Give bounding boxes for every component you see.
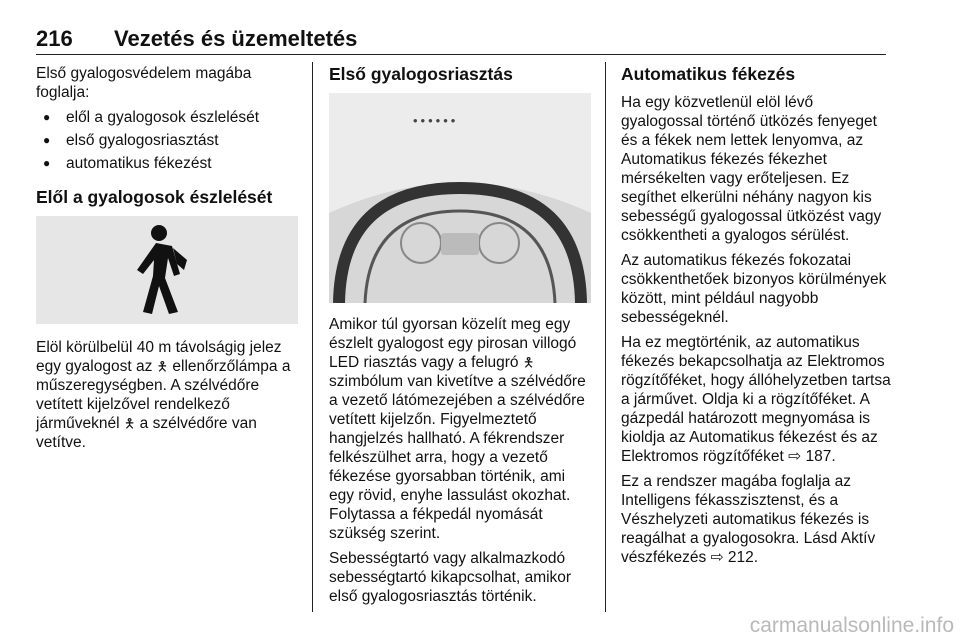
section-heading: Elől a gyalogosok észlelését bbox=[36, 187, 273, 207]
feature-list bbox=[36, 108, 298, 173]
steering-wheel-illustration bbox=[329, 93, 591, 303]
paragraph: Ha egy közvetlenül elöl lévő gyalogossal történő ütközés fenyeget és a fékek nem lettek lenyomva, az Automatikus fékezés fékezhet mérsékelten vagy erőteljesen. Ez segíthet elkerülni néhány nagyon kis sebességű gyalogossal ütközést vagy csökkentheti a gyalogos sérülést. bbox=[621, 94, 882, 244]
column-divider bbox=[605, 62, 606, 612]
pedestrian-symbol-icon: 🯅 bbox=[156, 359, 169, 374]
page-header bbox=[36, 24, 886, 55]
paragraph-text: Ez a rendszer magába foglalja az Intelligens fékasszisztenst, és a Vészhelyzeti automatikus fékezés is reagálhat a gyalogosokra. Lásd Aktív vészfékezés bbox=[621, 473, 876, 566]
paragraph bbox=[329, 315, 591, 543]
column-divider bbox=[312, 62, 313, 612]
paragraph-text: Amikor túl gyorsan közelít meg egy észlelt gyalogost egy pirosan villogó LED riasztás vagy a felugró bbox=[329, 316, 577, 371]
watermark: carmanualsonline.info bbox=[749, 614, 954, 637]
paragraph: Az automatikus fékezés fokozatai csökkenthetőek bizonyos körülmények között, mint például nagyobb sebességeknél. bbox=[621, 252, 887, 326]
paragraph-text: Ha ez megtörténik, az automatikus fékezés bekapcsolhatja az Elektromos rögzítőféket, hogy állóhelyzetben tartsa a járművet. Oldja ki a rögzítőféket. A gázpedál határozott megnyomása is kioldja az Automatikus fékezést és az Elektromos rögzítőféket bbox=[621, 334, 891, 465]
page-reference-arrow-icon: ⇨ bbox=[710, 549, 724, 566]
page-number: 216 bbox=[36, 26, 73, 51]
column-2 bbox=[329, 64, 591, 612]
paragraph bbox=[621, 472, 891, 567]
pedestrian-symbol-icon: 🯅 bbox=[123, 416, 136, 431]
section-heading: Első gyalogosriasztás bbox=[329, 64, 513, 84]
page-reference-link[interactable]: 187. bbox=[805, 448, 836, 465]
intro-text: Első gyalogosvédelem magába foglalja: bbox=[36, 65, 252, 101]
paragraph bbox=[621, 333, 891, 466]
page-reference-arrow-icon: ⇨ bbox=[788, 448, 802, 465]
paragraph: Sebességtartó vagy alkalmazkodó sebességtartó kikapcsolhat, amikor első gyalogosriasztás történik. bbox=[329, 550, 572, 605]
dashboard-figure bbox=[329, 93, 591, 303]
list-item: ● első gyalogosriasztást bbox=[36, 131, 298, 150]
column-1 bbox=[36, 64, 298, 458]
pedestrian-symbol-icon: 🯅 bbox=[522, 355, 535, 370]
page-reference-link[interactable]: 212. bbox=[727, 549, 759, 566]
paragraph bbox=[36, 338, 298, 452]
column-3 bbox=[621, 64, 891, 573]
pedestrian-figure bbox=[36, 216, 298, 324]
chapter-title: Vezetés és üzemeltetés bbox=[114, 26, 358, 51]
list-item: ● automatikus fékezést bbox=[36, 154, 298, 173]
led-warning-icon: •••••• bbox=[413, 113, 459, 128]
list-item: ● elől a gyalogosok észlelését bbox=[36, 108, 298, 127]
paragraph-text: a szélvédőre van vetítve. bbox=[36, 415, 257, 451]
paragraph-text: ellenőrzőlámpa a műszeregységben. A szélvédőre vetített kijelzővel rendelkező járműveknél bbox=[36, 358, 291, 432]
pedestrian-icon bbox=[132, 224, 202, 316]
paragraph-text: Elöl körülbelül 40 m távolságig jelez egy gyalogost az bbox=[36, 339, 282, 375]
section-heading: Automatikus fékezés bbox=[621, 64, 796, 84]
paragraph-text: szimbólum van kivetítve a szélvédőre a vezető látómezejében a szélvédőre vetített kijelzőn. Figyelmeztető hangjelzés hallható. A fékrendszer felkészülhet arra, hogy a vezető fékezése gyorsabban történik, ami egy rövid, enyhe lassulást okozhat. Folytassa a fékpedál nyomását szükség szerint. bbox=[329, 373, 586, 542]
